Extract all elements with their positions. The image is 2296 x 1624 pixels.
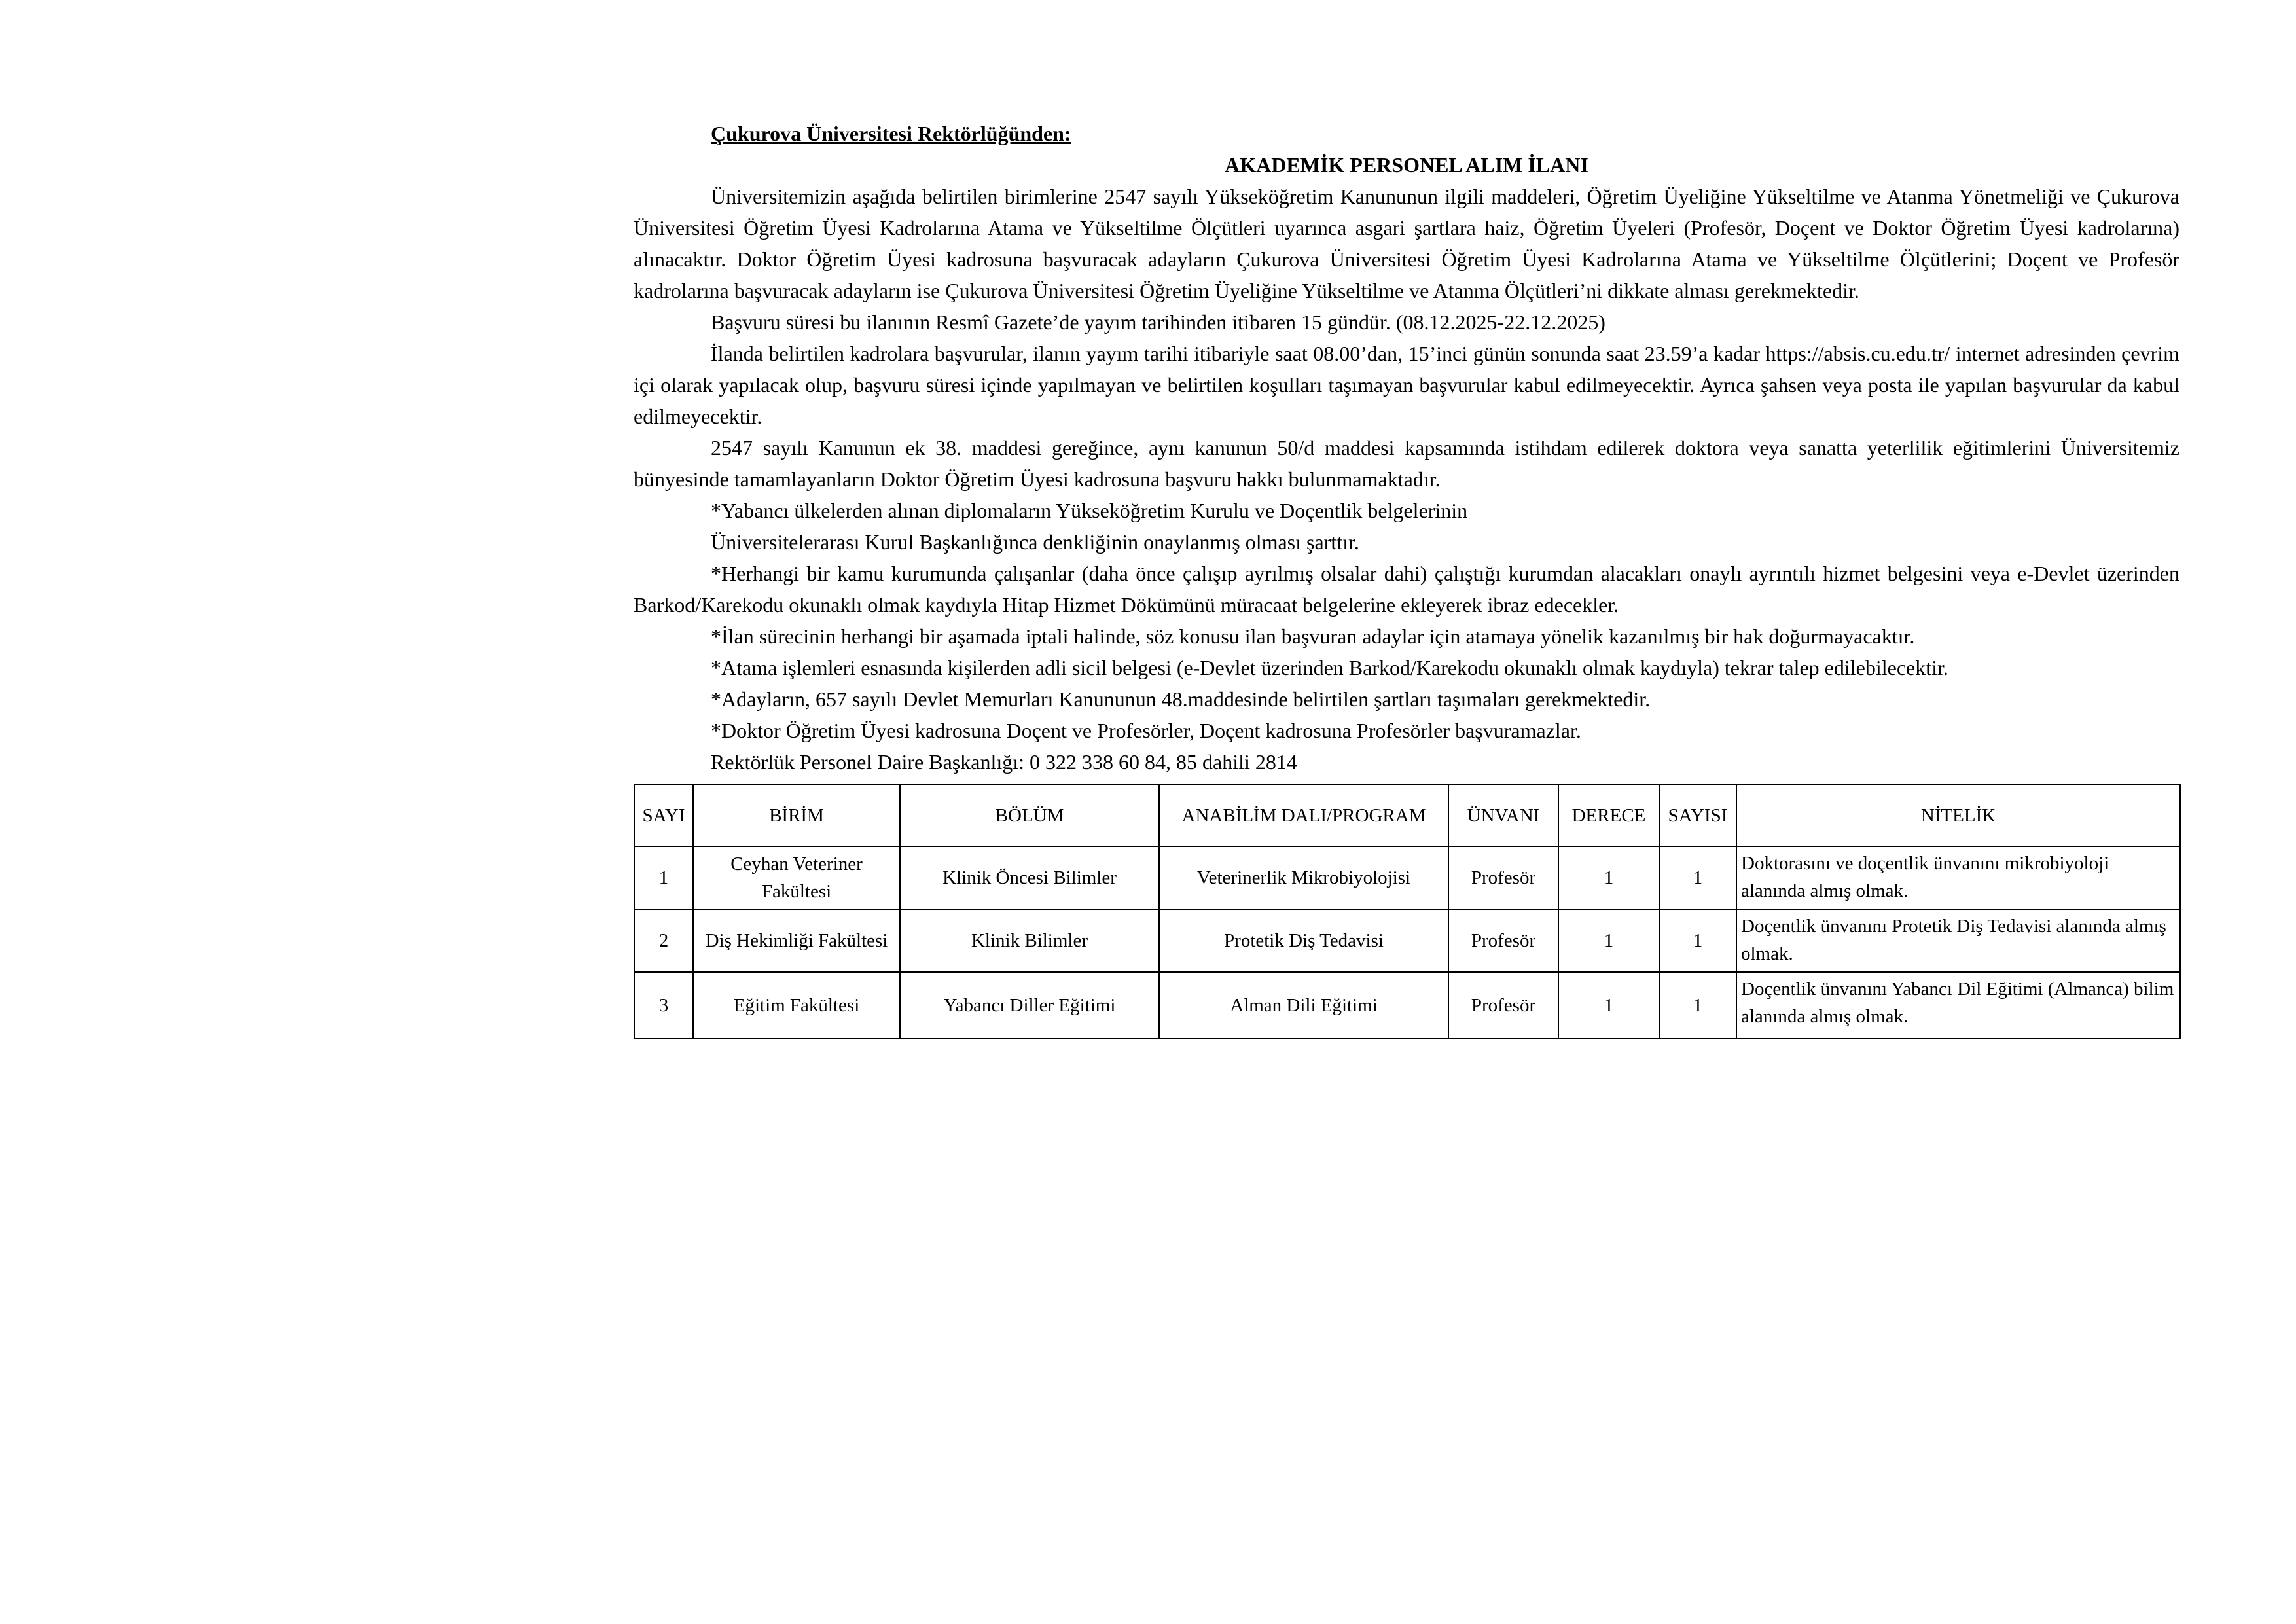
intro-paragraph: Üniversitemizin aşağıda belirtilen birimlerine 2547 sayılı Yükseköğretim Kanununun ilgili maddeleri, Öğretim Üyeliğine Yükseltilme ve Atanma Yönetmeliği ve Çukurova Üniversitesi Öğretim Üyesi Kadrolarına Atama ve Yükseltilme Ölçütleri uyarınca asgari şartlara haiz, Öğretim Üyeleri (Profesör, Doçent ve Doktor Öğretim Üyesi kadrolarına) alınacaktır. Doktor Öğretim Üyesi kadrosuna başvuracak adayların Çukurova Üniversitesi Öğretim Üyesi Kadrolarına Atama ve Yükseltilme Ölçütlerini; Doçent ve Profesör kadrolarına başvuracak adayların ise Çukurova Üniversitesi Öğretim Üyeliğine Yükseltilme ve Atanma Ölçütleri’ni dikkate alması gerekmektedir.	[634, 185, 2179, 302]
cell-sayi: 2	[634, 909, 693, 972]
foreign-diploma-note: *Yabancı ülkelerden alınan diplomaların Yükseköğretim Kurulu ve Doçentlik belgelerinin	[711, 499, 1468, 522]
announcement	[634, 118, 2179, 1039]
contact-info: Rektörlük Personel Daire Başkanlığı: 0 322 338 60 84, 85 dahili 2814	[711, 750, 1297, 774]
cell-bolum: Klinik Bilimler	[900, 909, 1159, 972]
table-row	[634, 909, 2180, 972]
application-method-paragraph: İlanda belirtilen kadrolara başvurular, ilanın yayım tarihi itibariyle saat 08.00’dan, 15’inci günün sonunda saat 23.59’a kadar https://absis.cu.edu.tr/ internet adresinden çevrim içi olarak yapılacak olup, başvuru süresi içinde yapılmayan ve belirtilen koşulları taşımayan başvurular kabul edilmeyecektir. Ayrıca şahsen veya posta ile yapılan başvurular da kabul edilmeyecektir.	[634, 342, 2179, 428]
header-unvan: ÜNVANI	[1448, 785, 1558, 846]
cell-birim: Eğitim Fakültesi	[693, 972, 900, 1039]
table-row	[634, 846, 2180, 909]
header-sayisi: SAYISI	[1659, 785, 1736, 846]
header-derece: DERECE	[1558, 785, 1659, 846]
cell-nitelik: Doçentlik ünvanını Yabancı Dil Eğitimi (Almanca) bilim alanında almış olmak.	[1736, 972, 2180, 1039]
cell-bolum: Yabancı Diller Eğitimi	[900, 972, 1159, 1039]
cell-birim: Diş Hekimliği Fakültesi	[693, 909, 900, 972]
cell-nitelik: Doçentlik ünvanını Protetik Diş Tedavisi alanında almış olmak.	[1736, 909, 2180, 972]
title-restriction-note: *Doktor Öğretim Üyesi kadrosuna Doçent ve Profesörler, Doçent kadrosuna Profesörler başvuramazlar.	[711, 719, 1581, 742]
announcement-heading: AKADEMİK PERSONEL ALIM İLANI	[1225, 153, 1588, 177]
cell-anabilim: Veterinerlik Mikrobiyolojisi	[1159, 846, 1448, 909]
cell-bolum: Klinik Öncesi Bilimler	[900, 846, 1159, 909]
cell-sayisi: 1	[1659, 972, 1736, 1039]
header-nitelik: NİTELİK	[1736, 785, 2180, 846]
header-anabilim: ANABİLİM DALI/PROGRAM	[1159, 785, 1448, 846]
cell-unvan: Profesör	[1448, 972, 1558, 1039]
cell-derece: 1	[1558, 909, 1659, 972]
eligibility-restriction-paragraph: 2547 sayılı Kanunun ek 38. maddesi gereğince, aynı kanunun 50/d maddesi kapsamında istihdam edilerek doktora veya sanatta yeterlilik eğitimlerini Üniversitemiz bünyesinde tamamlayanların Doktor Öğretim Üyesi kadrosuna başvuru hakkı bulunmamaktadır.	[634, 436, 2179, 491]
civil-servant-law-note: *Adayların, 657 sayılı Devlet Memurları Kanununun 48.maddesinde belirtilen şartları taşımaları gerekmektedir.	[711, 687, 1651, 711]
institution-title: Çukurova Üniversitesi Rektörlüğünden:	[711, 122, 1071, 145]
cell-anabilim: Alman Dili Eğitimi	[1159, 972, 1448, 1039]
cell-derece: 1	[1558, 846, 1659, 909]
table-row	[634, 972, 2180, 1039]
header-sayi: SAYI	[634, 785, 693, 846]
cell-anabilim: Protetik Diş Tedavisi	[1159, 909, 1448, 972]
cell-unvan: Profesör	[1448, 846, 1558, 909]
equivalence-note: Üniversitelerarası Kurul Başkanlığınca denkliğinin onaylanmış olması şarttır.	[711, 530, 1359, 554]
cell-sayisi: 1	[1659, 846, 1736, 909]
cell-sayisi: 1	[1659, 909, 1736, 972]
criminal-record-note: *Atama işlemleri esnasında kişilerden adli sicil belgesi (e-Devlet üzerinden Barkod/Karekodu okunaklı olmak kaydıyla) tekrar talep edilebilecektir.	[711, 656, 1948, 679]
cancellation-note: *İlan sürecinin herhangi bir aşamada iptali halinde, söz konusu ilan başvuran adaylar için atamaya yönelik kazanılmış bir hak doğurmayacaktır.	[711, 624, 1915, 648]
cell-birim: Ceyhan Veteriner Fakültesi	[693, 846, 900, 909]
cell-derece: 1	[1558, 972, 1659, 1039]
table-header-row	[634, 785, 2180, 846]
cell-unvan: Profesör	[1448, 909, 1558, 972]
positions-table	[634, 784, 2181, 1039]
cell-nitelik: Doktorasını ve doçentlik ünvanını mikrobiyoloji alanında almış olmak.	[1736, 846, 2180, 909]
header-birim: BİRİM	[693, 785, 900, 846]
application-period-paragraph: Başvuru süresi bu ilanının Resmî Gazete’de yayım tarihinden itibaren 15 gündür. (08.12.2025-22.12.2025)	[711, 310, 1605, 334]
header-bolum: BÖLÜM	[900, 785, 1159, 846]
cell-sayi: 3	[634, 972, 693, 1039]
cell-sayi: 1	[634, 846, 693, 909]
service-document-note: *Herhangi bir kamu kurumunda çalışanlar (daha önce çalışıp ayrılmış olsalar dahi) çalıştığı kurumdan alacakları onaylı ayrıntılı hizmet belgesini veya e-Devlet üzerinden Barkod/Karekodu okunaklı olmak kaydıyla Hitap Hizmet Dökümünü müracaat belgelerine ekleyerek ibraz edecekler.	[634, 562, 2179, 617]
